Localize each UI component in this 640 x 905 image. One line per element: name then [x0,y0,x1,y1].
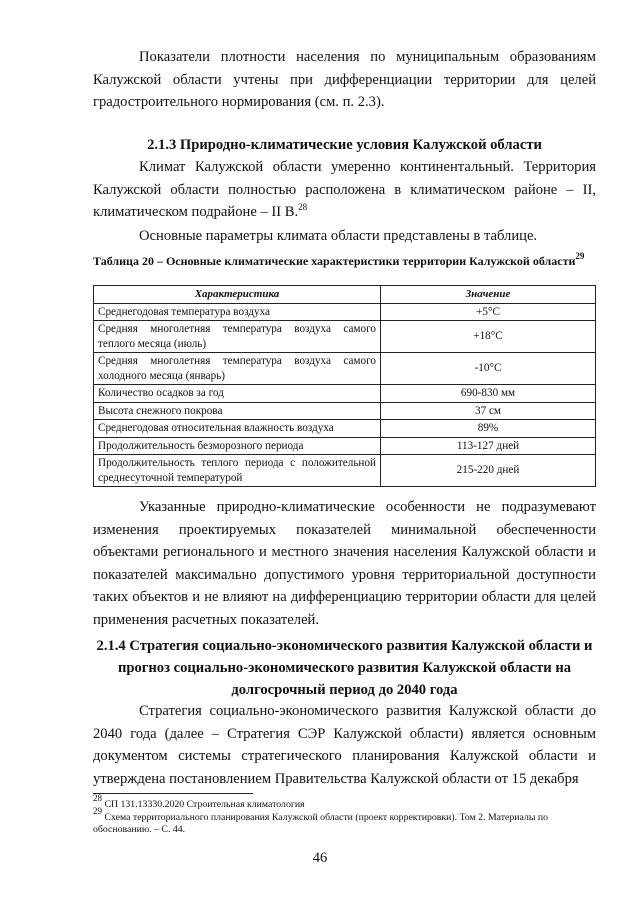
row-name: Среднегодовая температура воздуха [94,303,381,321]
row-value: 690-830 мм [381,385,596,403]
table-row [94,353,596,385]
footnote-28 [93,793,596,811]
table-caption-text: Таблица 20 – Основные климатические характеристики территории Калужской области [93,254,576,268]
section-2-1-3-heading: 2.1.3 Природно-климатические условия Калужской области [147,137,542,153]
row-name: Продолжительность теплого периода с положительной среднесуточной температурой [94,455,381,487]
footnote-separator [93,793,253,794]
footnote-ref-28: 28 [298,202,308,213]
table-row [94,455,596,487]
climate-paragraph [93,156,596,224]
table-row [94,385,596,403]
after-table-paragraph: Указанные природно-климатические особенности не подразумевают изменения проектируемых показателей минимальной обеспеченности объектами регионального и местного значения населения Калужской области и показателей максимально допустимого уровня территориальной доступности таких объектов и не влияют на дифференциацию территории области для целей применения расчетных показателей. [93,499,596,628]
row-name: Количество осадков за год [94,385,381,403]
intro-paragraph: Показатели плотности населения по муниципальным образованиям Калужской области учтены при дифференциации территории для целей градостроительного нормирования (см. п. 2.3). [93,49,596,111]
header-value: Значение [381,286,596,304]
row-name: Средняя многолетняя температура воздуха самого холодного месяца (январь) [94,353,381,385]
footnote-29 [93,806,596,836]
row-value: 89% [381,420,596,438]
table-caption [93,251,596,268]
footnote-text: Схема территориального планирования Калужской области (проект корректировки). Том 2. Материалы по обоснованию. – С. 44. [93,812,549,835]
row-value: 37 см [381,402,596,420]
page-number: 46 [312,850,328,866]
table-row [94,402,596,420]
row-name: Среднегодовая относительная влажность воздуха [94,420,381,438]
footnote-ref-29: 29 [575,251,585,261]
row-name: Высота снежного покрова [94,402,381,420]
row-name: Средняя многолетняя температура воздуха самого теплого месяца (июль) [94,321,381,353]
footnote-number: 29 [93,806,102,816]
table-row [94,420,596,438]
header-characteristic: Характеристика [94,286,381,304]
row-value: 113-127 дней [381,437,596,455]
footnote-text: СП 131.13330.2020 Строительная климатология [104,799,305,810]
table-row [94,437,596,455]
row-value: -10°C [381,353,596,385]
table-header-row [94,286,596,304]
climate-paragraph-text: Климат Калужской области умеренно континентальный. Территория Калужской области полностью расположена в климатическом районе – II, климатическом подрайоне – II В. [93,159,596,221]
row-value: 215-220 дней [381,455,596,487]
footnote-number: 28 [93,793,102,803]
row-name: Продолжительность безморозного периода [94,437,381,455]
table-row [94,321,596,353]
row-value: +5°C [381,303,596,321]
strategy-paragraph: Стратегия социально-экономического развития Калужской области до 2040 года (далее – Стратегия СЭР Калужской области) является основным документом системы стратегического планирования Калужской области и утверждена постановлением Правительства Калужской области от 15 декабря [93,703,596,787]
table-intro-paragraph: Основные параметры климата области представлены в таблице. [139,228,538,244]
row-value: +18°C [381,321,596,353]
section-2-1-4-heading: 2.1.4 Стратегия социально-экономического развития Калужской области и прогноз социально-экономического развития Калужской области на долгосрочный период до 2040 года [96,638,593,698]
climate-table [93,285,596,487]
table-row [94,303,596,321]
